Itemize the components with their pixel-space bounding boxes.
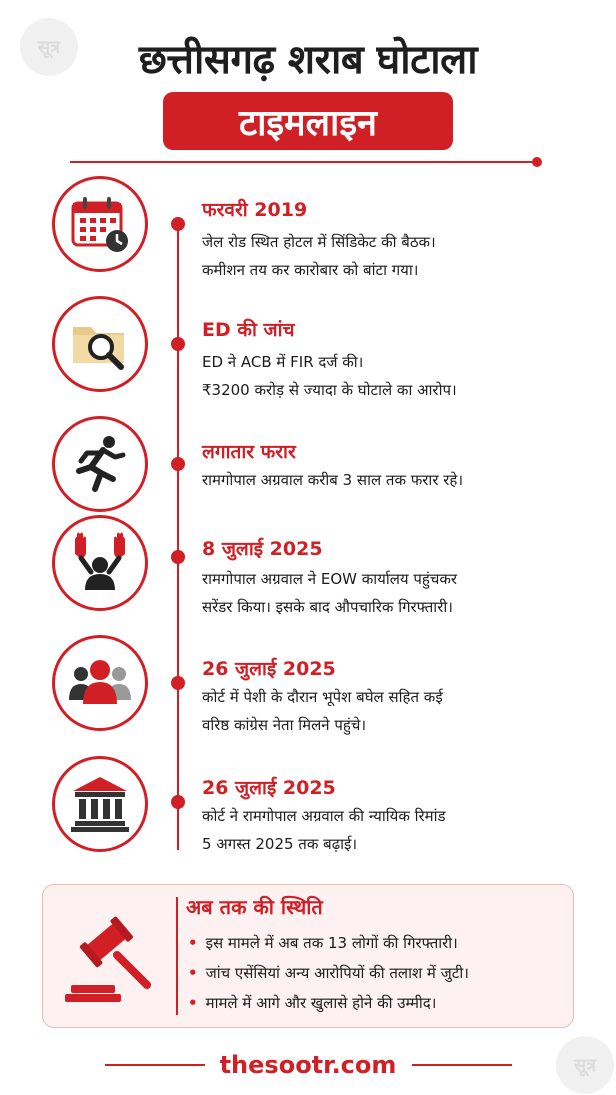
status-divider xyxy=(176,897,178,1015)
timeline-banner: टाइमलाइन xyxy=(163,92,453,150)
event-title: फरवरी 2019 xyxy=(202,199,308,221)
watermark-logo-bottom: सूत्र xyxy=(556,1036,614,1094)
timeline-dot xyxy=(171,550,185,564)
timeline-dot xyxy=(171,795,185,809)
event-text: वरिष्ठ कांग्रेस नेता मिलने पहुंचे। xyxy=(202,716,367,734)
event-text: ED ने ACB में FIR दर्ज की। xyxy=(202,353,364,371)
watermark-logo-top: सूत्र xyxy=(20,18,78,76)
status-bullet-text: मामले में आगे और खुलासे होने की उम्मीद। xyxy=(205,994,437,1012)
event-title: ED की जांच xyxy=(202,319,295,341)
timeline-dot xyxy=(171,676,185,690)
header-divider xyxy=(70,161,537,163)
event-text: रामगोपाल अग्रवाल करीब 3 साल तक फरार रहे। xyxy=(202,471,464,489)
event-title: 8 जुलाई 2025 xyxy=(202,538,323,560)
event-icon-circle xyxy=(52,176,148,272)
page-title: छत्तीसगढ़ शराब घोटाला xyxy=(138,37,478,83)
status-title: अब तक की स्थिति xyxy=(186,895,323,919)
calendar-icon xyxy=(69,193,131,255)
timeline-dot xyxy=(171,457,185,471)
status-bullet: • मामले में आगे और खुलासे होने की उम्मीद। xyxy=(188,994,437,1012)
event-text: कोर्ट ने रामगोपाल अग्रवाल की न्यायिक रिमांड xyxy=(202,807,446,825)
status-bullet-text: इस मामले में अब तक 13 लोगों की गिरफ्तारी। xyxy=(205,934,458,952)
gavel-icon xyxy=(61,907,161,1007)
status-panel xyxy=(42,884,574,1028)
event-text: जेल रोड स्थित होटल में सिंडिकेट की बैठक। xyxy=(202,233,436,251)
timeline-dot xyxy=(171,217,185,231)
court-building-icon xyxy=(69,773,131,835)
footer-website: thesootr.com xyxy=(219,1051,397,1079)
event-icon-circle xyxy=(52,515,148,611)
event-text: कमीशन तय कर कारोबार को बांटा गया। xyxy=(202,261,419,279)
event-title: 26 जुलाई 2025 xyxy=(202,777,336,799)
event-text: सरेंडर किया। इसके बाद औपचारिक गिरफ्तारी। xyxy=(202,598,453,616)
timeline-line xyxy=(177,222,179,850)
event-text: 5 अगस्त 2025 तक बढ़ाई। xyxy=(202,835,358,853)
event-icon-circle xyxy=(52,416,148,512)
timeline-dot xyxy=(171,337,185,351)
status-bullet: • जांच एसेंसियां अन्य आरोपियों की तलाश में जुटी। xyxy=(188,964,469,982)
event-text: ₹3200 करोड़ से ज्यादा के घोटाले का आरोप। xyxy=(202,381,457,399)
event-icon-circle xyxy=(52,756,148,852)
folder-search-icon xyxy=(69,313,131,375)
event-icon-circle xyxy=(52,635,148,731)
status-bullet: • इस मामले में अब तक 13 लोगों की गिरफ्तारी। xyxy=(188,934,458,952)
event-title: लगातार फरार xyxy=(202,441,296,463)
people-group-icon xyxy=(67,652,133,714)
event-text: रामगोपाल अग्रवाल ने EOW कार्यालय पहुंचकर xyxy=(202,570,458,588)
status-bullet-text: जांच एसेंसियां अन्य आरोपियों की तलाश में जुटी। xyxy=(205,964,469,982)
surrender-icon xyxy=(69,532,131,594)
header-divider-dot xyxy=(532,157,542,167)
event-title: 26 जुलाई 2025 xyxy=(202,658,336,680)
running-man-icon xyxy=(69,433,131,495)
event-icon-circle xyxy=(52,296,148,392)
event-text: कोर्ट में पेशी के दौरान भूपेश बघेल सहित कई xyxy=(202,688,443,706)
